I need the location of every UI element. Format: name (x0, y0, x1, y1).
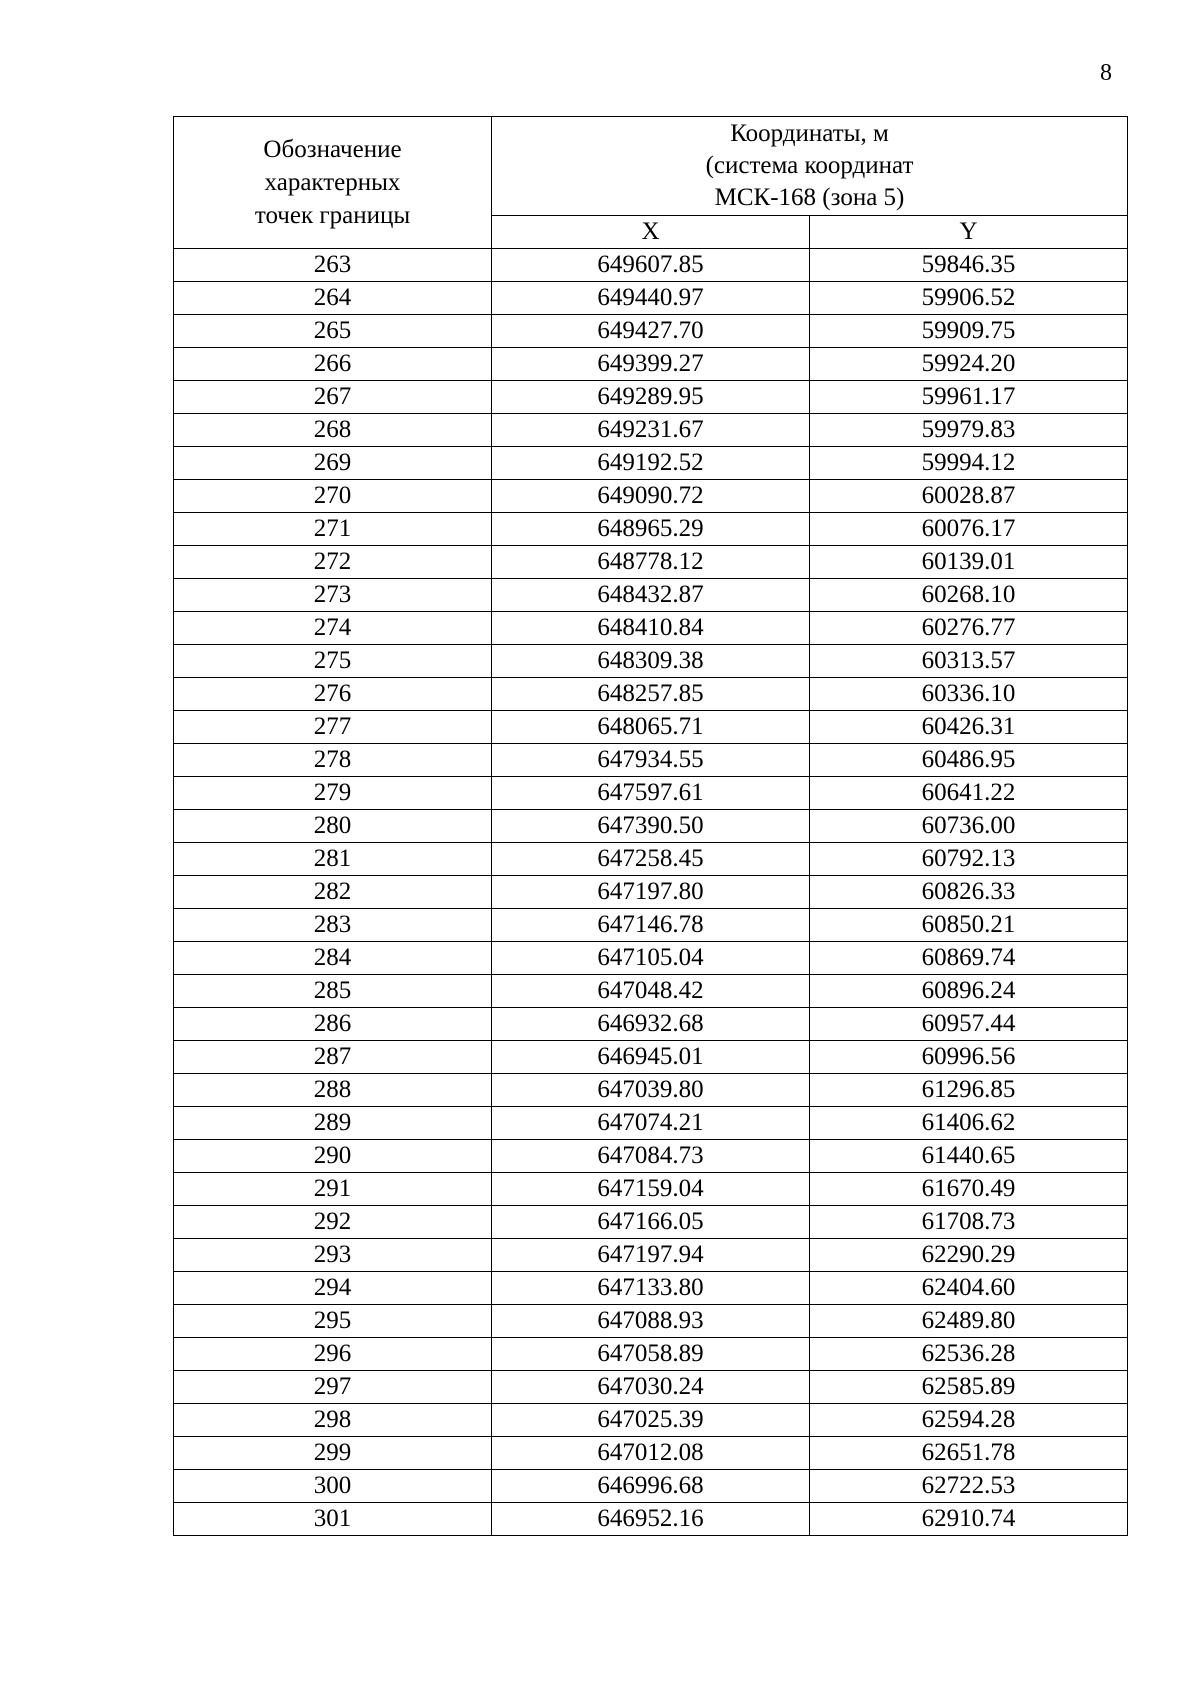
cell-point: 272 (174, 546, 492, 579)
cell-y: 62404.60 (810, 1272, 1128, 1305)
table-row (174, 975, 1128, 1008)
cell-point: 266 (174, 348, 492, 381)
cell-x: 648965.29 (492, 513, 810, 546)
page-number: 8 (1100, 60, 1112, 86)
cell-x: 647166.05 (492, 1206, 810, 1239)
cell-point: 293 (174, 1239, 492, 1272)
table-row (174, 1470, 1128, 1503)
cell-x: 647030.24 (492, 1371, 810, 1404)
cell-point: 295 (174, 1305, 492, 1338)
header-x: X (492, 216, 810, 249)
cell-y: 59909.75 (810, 315, 1128, 348)
coordinates-table (173, 116, 1128, 1536)
table-body (174, 249, 1128, 1536)
cell-point: 301 (174, 1503, 492, 1536)
cell-y: 60957.44 (810, 1008, 1128, 1041)
cell-x: 649192.52 (492, 447, 810, 480)
cell-y: 62722.53 (810, 1470, 1128, 1503)
cell-point: 270 (174, 480, 492, 513)
cell-y: 60268.10 (810, 579, 1128, 612)
cell-x: 648065.71 (492, 711, 810, 744)
cell-point: 279 (174, 777, 492, 810)
cell-y: 62290.29 (810, 1239, 1128, 1272)
cell-y: 60139.01 (810, 546, 1128, 579)
header-coord-line: МСК-168 (зона 5) (714, 184, 905, 211)
table-row (174, 315, 1128, 348)
table-row (174, 546, 1128, 579)
table-row (174, 1008, 1128, 1041)
cell-y: 62594.28 (810, 1404, 1128, 1437)
cell-point: 294 (174, 1272, 492, 1305)
cell-y: 62489.80 (810, 1305, 1128, 1338)
table-row (174, 1272, 1128, 1305)
cell-y: 59961.17 (810, 381, 1128, 414)
table-row (174, 711, 1128, 744)
cell-y: 59924.20 (810, 348, 1128, 381)
header-coord-line: (система координат (705, 152, 914, 179)
cell-point: 273 (174, 579, 492, 612)
cell-y: 62536.28 (810, 1338, 1128, 1371)
cell-point: 296 (174, 1338, 492, 1371)
cell-x: 647039.80 (492, 1074, 810, 1107)
cell-point: 298 (174, 1404, 492, 1437)
cell-x: 647074.21 (492, 1107, 810, 1140)
cell-point: 267 (174, 381, 492, 414)
cell-y: 61670.49 (810, 1173, 1128, 1206)
cell-y: 59979.83 (810, 414, 1128, 447)
cell-point: 281 (174, 843, 492, 876)
cell-x: 647258.45 (492, 843, 810, 876)
cell-x: 647197.80 (492, 876, 810, 909)
cell-x: 647133.80 (492, 1272, 810, 1305)
table-row (174, 1437, 1128, 1470)
cell-x: 649399.27 (492, 348, 810, 381)
cell-point: 278 (174, 744, 492, 777)
table-row (174, 381, 1128, 414)
header-point-line: Обозначение (263, 136, 402, 163)
cell-x: 647146.78 (492, 909, 810, 942)
table-row (174, 1404, 1128, 1437)
table-row (174, 909, 1128, 942)
cell-y: 59994.12 (810, 447, 1128, 480)
cell-x: 648432.87 (492, 579, 810, 612)
table-row (174, 348, 1128, 381)
cell-y: 61440.65 (810, 1140, 1128, 1173)
cell-x: 646932.68 (492, 1008, 810, 1041)
cell-point: 284 (174, 942, 492, 975)
cell-y: 60641.22 (810, 777, 1128, 810)
cell-point: 287 (174, 1041, 492, 1074)
table-row (174, 1239, 1128, 1272)
cell-y: 60028.87 (810, 480, 1128, 513)
cell-y: 60896.24 (810, 975, 1128, 1008)
cell-point: 291 (174, 1173, 492, 1206)
cell-x: 649090.72 (492, 480, 810, 513)
cell-x: 648257.85 (492, 678, 810, 711)
table-row (174, 678, 1128, 711)
cell-x: 647197.94 (492, 1239, 810, 1272)
table-row (174, 876, 1128, 909)
cell-point: 288 (174, 1074, 492, 1107)
cell-y: 62651.78 (810, 1437, 1128, 1470)
cell-y: 60486.95 (810, 744, 1128, 777)
cell-y: 60736.00 (810, 810, 1128, 843)
cell-x: 648778.12 (492, 546, 810, 579)
table-row (174, 513, 1128, 546)
cell-y: 62585.89 (810, 1371, 1128, 1404)
cell-point: 297 (174, 1371, 492, 1404)
table-row (174, 1371, 1128, 1404)
cell-point: 299 (174, 1437, 492, 1470)
cell-x: 648309.38 (492, 645, 810, 678)
cell-x: 647058.89 (492, 1338, 810, 1371)
cell-point: 263 (174, 249, 492, 282)
table-row (174, 414, 1128, 447)
table-row (174, 282, 1128, 315)
table-row (174, 579, 1128, 612)
cell-x: 647159.04 (492, 1173, 810, 1206)
cell-y: 60850.21 (810, 909, 1128, 942)
table-row (174, 645, 1128, 678)
cell-x: 647025.39 (492, 1404, 810, 1437)
table-row (174, 843, 1128, 876)
table-row (174, 744, 1128, 777)
cell-point: 292 (174, 1206, 492, 1239)
table-row (174, 249, 1128, 282)
cell-point: 271 (174, 513, 492, 546)
cell-y: 60792.13 (810, 843, 1128, 876)
header-point-line: характерных (264, 169, 401, 196)
header-coordinates (492, 117, 1128, 216)
cell-y: 60869.74 (810, 942, 1128, 975)
header-point-line: точек границы (254, 202, 411, 229)
table-row (174, 1041, 1128, 1074)
cell-x: 647048.42 (492, 975, 810, 1008)
header-coord-line: Координаты, м (730, 120, 889, 147)
header-y: Y (810, 216, 1128, 249)
table-row (174, 810, 1128, 843)
cell-point: 286 (174, 1008, 492, 1041)
cell-point: 280 (174, 810, 492, 843)
table-row (174, 1338, 1128, 1371)
cell-y: 60426.31 (810, 711, 1128, 744)
table-row (174, 612, 1128, 645)
cell-point: 265 (174, 315, 492, 348)
cell-x: 646996.68 (492, 1470, 810, 1503)
table-row (174, 480, 1128, 513)
table-row (174, 1305, 1128, 1338)
table-row (174, 1140, 1128, 1173)
table-row (174, 942, 1128, 975)
cell-x: 649289.95 (492, 381, 810, 414)
table-row (174, 777, 1128, 810)
cell-x: 649231.67 (492, 414, 810, 447)
table-row (174, 1107, 1128, 1140)
cell-x: 649427.70 (492, 315, 810, 348)
cell-y: 59906.52 (810, 282, 1128, 315)
cell-x: 649440.97 (492, 282, 810, 315)
cell-x: 647105.04 (492, 942, 810, 975)
cell-x: 649607.85 (492, 249, 810, 282)
cell-y: 60076.17 (810, 513, 1128, 546)
cell-point: 276 (174, 678, 492, 711)
cell-y: 60826.33 (810, 876, 1128, 909)
table-row (174, 1206, 1128, 1239)
cell-point: 290 (174, 1140, 492, 1173)
cell-x: 647390.50 (492, 810, 810, 843)
cell-point: 268 (174, 414, 492, 447)
cell-y: 61296.85 (810, 1074, 1128, 1107)
cell-point: 282 (174, 876, 492, 909)
cell-y: 61406.62 (810, 1107, 1128, 1140)
cell-point: 274 (174, 612, 492, 645)
header-point-designation (174, 117, 492, 249)
cell-x: 648410.84 (492, 612, 810, 645)
cell-x: 646952.16 (492, 1503, 810, 1536)
cell-point: 283 (174, 909, 492, 942)
cell-point: 277 (174, 711, 492, 744)
cell-x: 646945.01 (492, 1041, 810, 1074)
cell-y: 62910.74 (810, 1503, 1128, 1536)
cell-point: 285 (174, 975, 492, 1008)
table-row (174, 447, 1128, 480)
table-row (174, 1074, 1128, 1107)
cell-point: 300 (174, 1470, 492, 1503)
cell-x: 647934.55 (492, 744, 810, 777)
cell-y: 60313.57 (810, 645, 1128, 678)
cell-y: 60276.77 (810, 612, 1128, 645)
cell-point: 269 (174, 447, 492, 480)
cell-x: 647084.73 (492, 1140, 810, 1173)
cell-point: 289 (174, 1107, 492, 1140)
cell-point: 264 (174, 282, 492, 315)
cell-x: 647012.08 (492, 1437, 810, 1470)
cell-y: 60996.56 (810, 1041, 1128, 1074)
table-row (174, 1503, 1128, 1536)
cell-x: 647088.93 (492, 1305, 810, 1338)
cell-y: 60336.10 (810, 678, 1128, 711)
table-row (174, 1173, 1128, 1206)
cell-x: 647597.61 (492, 777, 810, 810)
cell-point: 275 (174, 645, 492, 678)
cell-y: 61708.73 (810, 1206, 1128, 1239)
cell-y: 59846.35 (810, 249, 1128, 282)
